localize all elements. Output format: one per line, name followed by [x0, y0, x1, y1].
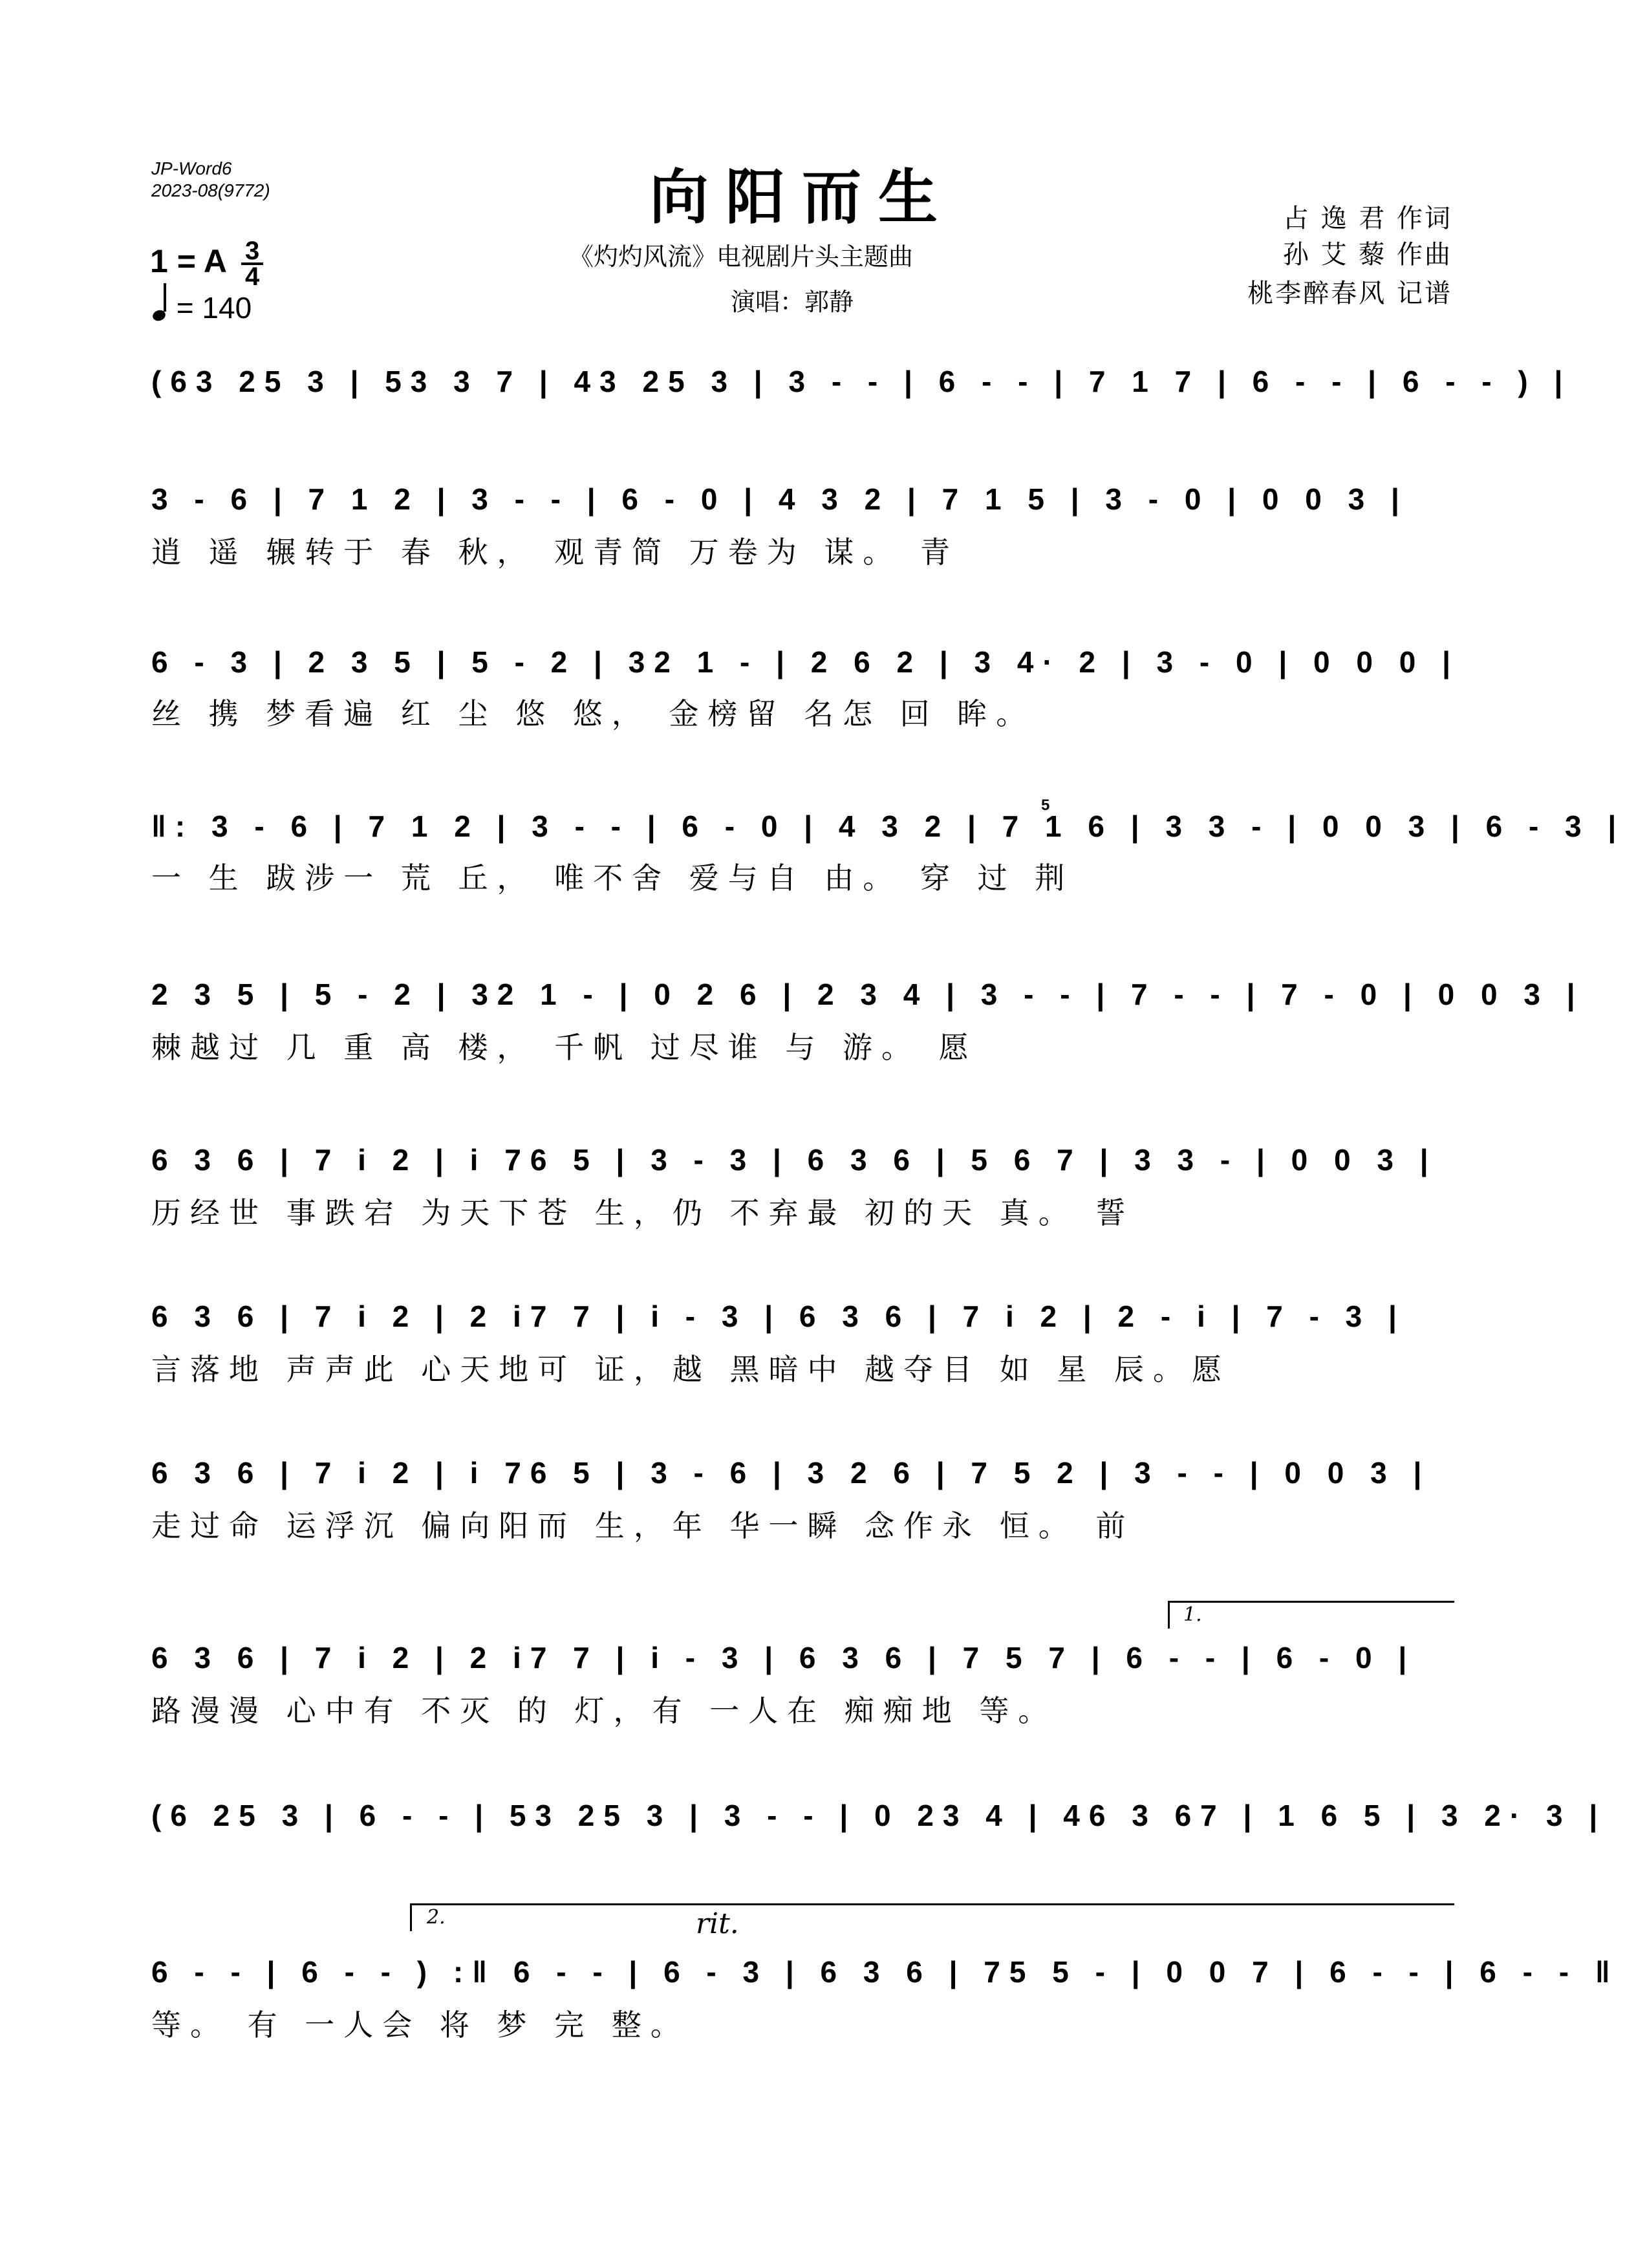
system-5-notes: 2 3 5 | 5 - 2 | 32 1 - | 0 2 6 | 2 3 4 | 3 - - | 7 - - | 7 - 0 | 0 0 3 | [151, 978, 1584, 1011]
time-signature-bottom: 4 [244, 262, 260, 291]
tempo-marking [153, 290, 252, 325]
quarter-note-stem [164, 283, 166, 312]
system-3-notes: 6 - 3 | 2 3 5 | 5 - 2 | 32 1 - | 2 6 2 | 3 4· 2 | 3 - 0 | 0 0 0 | [151, 645, 1459, 679]
second-ending-bracket [410, 1903, 1454, 1931]
key-signature [150, 237, 263, 291]
system-6-lyrics: 历经世 事跌宕 为天下苍 生，仍 不弃最 初的天 真。 誓 [151, 1195, 1135, 1230]
system-11-lyrics: 等。 有 一人会 将 梦 完 整。 [151, 2007, 689, 2042]
edition-code: 2023-08(9772) [151, 180, 270, 200]
time-signature-top: 3 [244, 237, 260, 265]
time-signature [241, 237, 263, 291]
software-version: JP-Word6 [151, 158, 232, 178]
system-9-lyrics: 路漫漫 心中有 不灭 的 灯，有 一人在 痴痴地 等。 [151, 1693, 1057, 1728]
singer: 演唱：郭静 [731, 288, 854, 316]
second-ending-label: 2. [427, 1906, 446, 1929]
tempo-value: = 140 [176, 291, 252, 325]
system-6-notes: 6 3 6 | 7 i 2 | i 76 5 | 3 - 3 | 6 3 6 | 5 6 7 | 3 3 - | 0 0 3 | [151, 1143, 1437, 1177]
system-10-notes: (6 25 3 | 6 - - | 53 25 3 | 3 - - | 0 23 4 | 46 3 67 | 1 6 5 | 3 2· 3 | [151, 1799, 1607, 1832]
system-2-notes: 3 - 6 | 7 1 2 | 3 - - | 6 - 0 | 4 3 2 | 7 1 5 | 3 - 0 | 0 0 3 | [151, 482, 1408, 516]
key-label: 1 = A [150, 243, 226, 280]
system-3-lyrics: 丝 携 梦看遍 红 尘 悠 悠， 金榜留 名怎 回 眸。 [151, 696, 1035, 731]
first-ending-bracket [1168, 1601, 1454, 1629]
system-7-notes: 6 3 6 | 7 i 2 | 2 i7 7 | i - 3 | 6 3 6 | 7 i 2 | 2 - i | 7 - 3 | [151, 1300, 1406, 1333]
system-8-lyrics: 走过命 运浮沉 偏向阳而 生，年 华一瞬 念作永 恒。 前 [151, 1508, 1135, 1543]
system-1-notes: (63 25 3 | 53 3 7 | 43 25 3 | 3 - - | 6 - - | 7 1 7 | 6 - - | 6 - - ) | [151, 365, 1572, 398]
ritardando-marking: rit. [696, 1907, 739, 1940]
lyricist-credit: 占 逸 君 作词 [1282, 204, 1452, 233]
subtitle: 《灼灼风流》电视剧片头主题曲 [569, 242, 914, 271]
system-2-lyrics: 逍 遥 辗转于 春 秋， 观青简 万卷为 谋。 青 [151, 535, 959, 570]
system-7-lyrics: 言落地 声声此 心天地可 证，越 黑暗中 越夺目 如 星 辰。愿 [151, 1352, 1231, 1387]
system-5-lyrics: 棘越过 几 重 高 楼， 千帆 过尽谁 与 游。 愿 [151, 1030, 978, 1065]
page-title: 向阳而生 [649, 162, 954, 232]
system-11-notes: 6 - - | 6 - - ) :‖ 6 - - | 6 - 3 | 6 3 6 | 75 5 - | 0 0 7 | 6 - - | 6 - - ‖ [151, 1955, 1619, 1989]
composer-credit: 孙 艾 藜 作曲 [1282, 240, 1452, 270]
system-9-notes: 6 3 6 | 7 i 2 | 2 i7 7 | i - 3 | 6 3 6 | 7 5 7 | 6 - - | 6 - 0 | [151, 1641, 1416, 1674]
grace-note: 5 [1041, 797, 1050, 814]
system-8-notes: 6 3 6 | 7 i 2 | i 76 5 | 3 - 6 | 3 2 6 | 7 5 2 | 3 - - | 0 0 3 | [151, 1456, 1431, 1490]
transcriber-credit: 桃李醉春风 记谱 [1247, 279, 1452, 308]
system-4-lyrics: 一 生 跋涉一 荒 丘， 唯不舍 爱与自 由。 穿 过 荆 [151, 861, 1074, 895]
system-4-notes: ‖: 3 - 6 | 7 1 2 | 3 - - | 6 - 0 | 4 3 2 | 7 1 6 | 3 3 - | 0 0 3 | 6 - 3 | [151, 809, 1625, 843]
first-ending-label: 1. [1183, 1603, 1202, 1626]
